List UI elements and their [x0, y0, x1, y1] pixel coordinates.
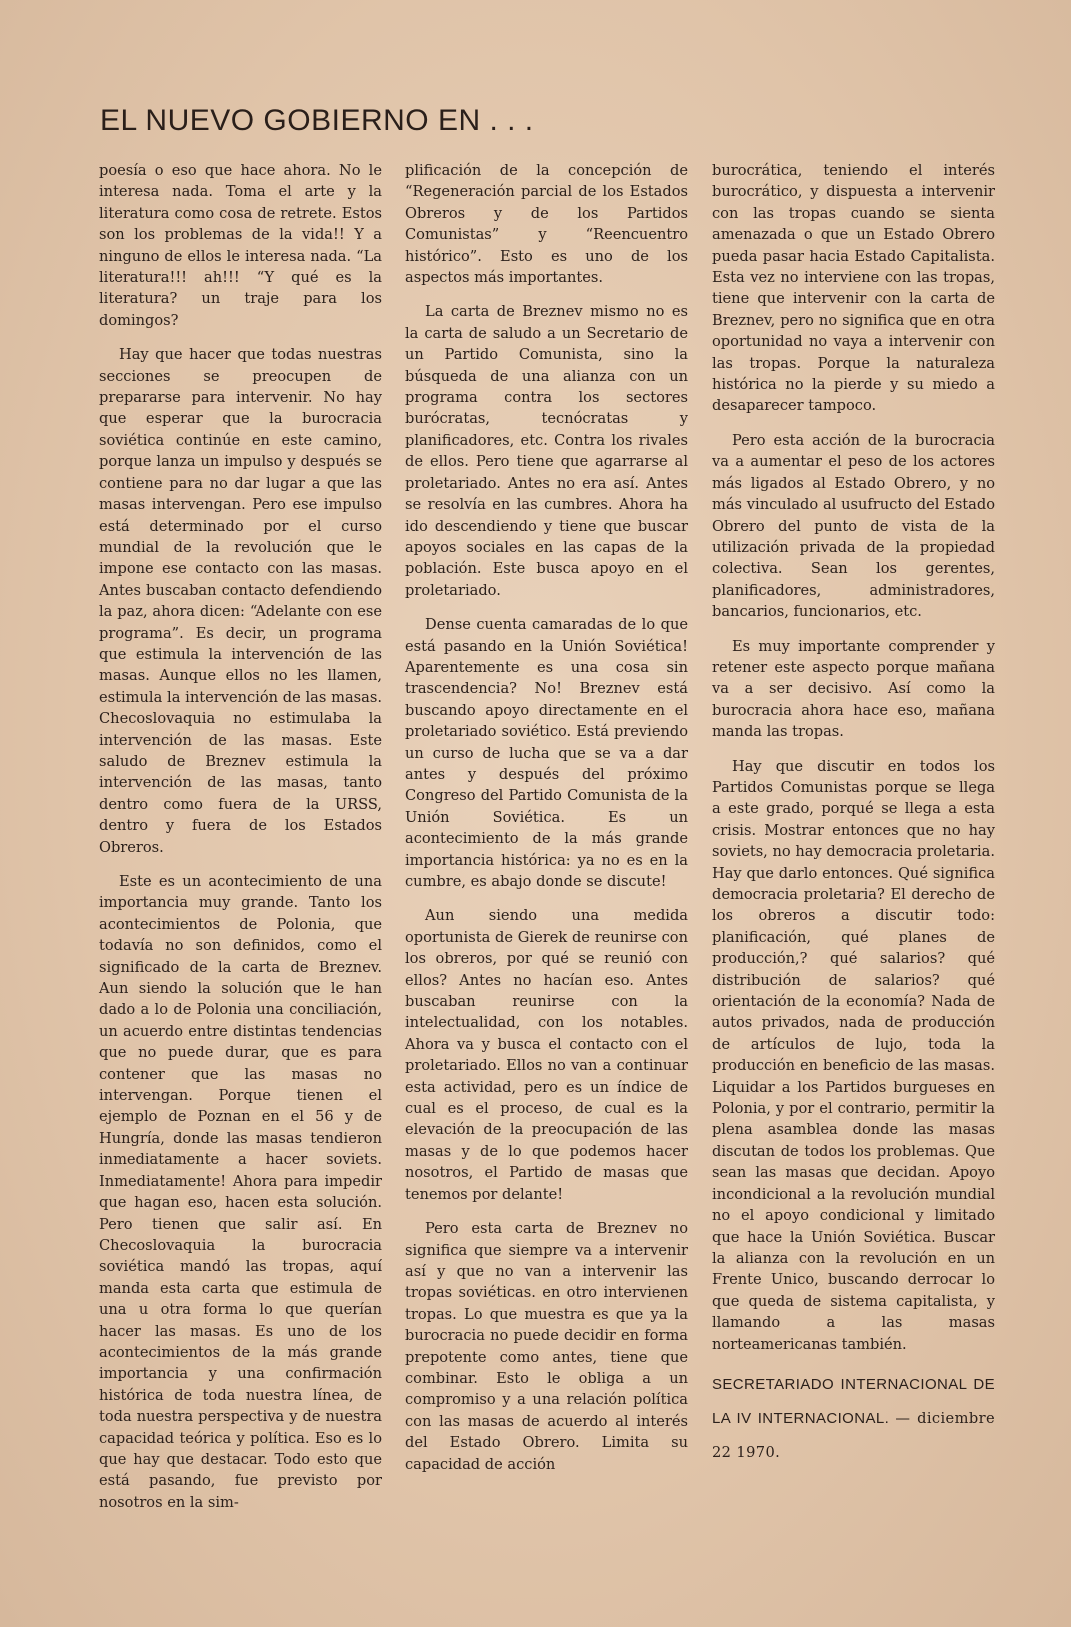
paragraph: Hay que hacer que todas nuestras secciones se preocupen de prepararse para intervenir. No hay que esperar que la burocracia soviética continúe en este camino, porque lanza un impulso y después se contiene para no dar lugar a que las masas intervengan. Pero ese impulso está determinado por el curso mundial de la revolución que le impone ese contacto con las masas. Antes buscaban contacto defendiendo la paz, ahora dicen: “Adelante con ese programa”. Es decir, un programa que estimula la intervención de las masas. Aunque ellos no les llamen, estimula la intervención de las masas. Checoslovaquia no estimulaba la intervención de las masas. Este saludo de Breznev estimula la intervención de las masas, tanto dentro como fuera de la URSS, dentro y fuera de los Estados Obreros.: [99, 346, 382, 856]
signature-block: [712, 1368, 995, 1470]
signature-date: — diciembre 22 1970.: [712, 1409, 995, 1461]
paragraph: Aun siendo una medida oportunista de Gierek de reunirse con los obreros, por qué se reunió con ellos? Antes no hacían eso. Antes buscaban reunirse con la intelectualidad, con los notables. Ahora va y busca el contacto con el proletariado. Ellos no van a continuar esta actividad, pero es un índice de cual es el proceso, de cual es la elevación de la preocupación de las masas y de lo que podemos hacer nosotros, el Partido de masas que tenemos por delante!: [405, 907, 688, 1203]
paragraph: Hay que discutir en todos los Partidos Comunistas porque se llega a este grado, porqué se llega a esta crisis. Mostrar entonces que no hay soviets, no hay democracia proletaria. Hay que darlo entonces. Qué significa democracia proletaria? El derecho de los obreros a discutir todo: planificación, qué planes de producción,? qué salarios? qué distribución de salarios? qué orientación de la economía? Nada de autos privados, nada de producción de artículos de lujo, toda la producción en beneficio de las masas. Liquidar a los Partidos burgueses en Polonia, y por el contrario, permitir la plena asamblea donde las masas discutan de todos los problemas. Que sean las masas que decidan. Apoyo incondicional a la revolución mundial no el apoyo condicional y limitado que hace la Unión Soviética. Buscar la alianza con la revolución en un Frente Unico, buscando derrocar lo que queda de sistema capitalista, y llamando a las masas norteamericanas también.: [712, 757, 995, 1353]
paragraph: Es muy importante comprender y retener este aspecto porque mañana va a ser decisivo. Así como la burocracia ahora hace eso, mañana manda las tropas.: [712, 637, 995, 741]
text-column-1: [99, 160, 382, 1526]
text-column-3: [712, 160, 995, 1470]
signature: SECRETARIADO INTERNACIONAL DE LA IV INTERNACIONAL.: [712, 1375, 995, 1427]
paragraph: burocrática, teniendo el interés burocrático, y dispuesta a intervenir con las tropas cuando se sienta amenazada o que un Estado Obrero pueda pasar hacia Estado Capitalista. Esta vez no interviene con las tropas, tiene que intervenir con la carta de Breznev, pero no significa que en otra oportunidad no vaya a intervenir con las tropas. Porque la naturaleza histórica no la pierde y su miedo a desaparecer tampoco.: [712, 162, 995, 415]
paragraph: Dense cuenta camaradas de lo que está pasando en la Unión Soviética! Aparentemente es una cosa sin trascendencia? No! Breznev está buscando apoyo directamente en el proletariado soviético. Está previendo un curso de lucha que se va a dar antes y después del próximo Congreso del Partido Comunista de la Unión Soviética. Es un acontecimiento de la más grande importancia histórica: ya no es en la cumbre, es abajo donde se discute!: [405, 616, 688, 890]
paragraph: La carta de Breznev mismo no es la carta de saludo a un Secretario de un Partido Comunista, sino la búsqueda de una alianza con un programa contra los sectores burócratas, tecnócratas y planificadores, etc. Contra los rivales de ellos. Pero tiene que agarrarse al proletariado. Antes no era así. Antes se resolvía en las cumbres. Ahora ha ido descendiendo y tiene que buscar apoyos sociales en las capas de la población. Este busca apoyo en el proletariado.: [405, 303, 688, 599]
paragraph: plificación de la concepción de “Regeneración parcial de los Estados Obreros y de los Partidos Comunistas” y “Reencuentro histórico”. Esto es uno de los aspectos más importantes.: [405, 162, 688, 287]
paragraph: Pero esta carta de Breznev no significa que siempre va a intervenir así y que no van a intervenir las tropas soviéticas. en otro intervienen tropas. Lo que muestra es que ya la burocracia no puede decidir en forma prepotente como antes, tiene que combinar. Esto le obliga a un compromiso y a una relación política con las masas de acuerdo al interés del Estado Obrero. Limita su capacidad de acción: [405, 1220, 688, 1473]
paragraph: Este es un acontecimiento de una importancia muy grande. Tanto los acontecimientos de Polonia, que todavía no son definidos, como el significado de la carta de Breznev. Aun siendo la solución que le han dado a lo de Polonia una conciliación, un acuerdo entre distintas tendencias que no puede durar, que es para contener que las masas no intervengan. Porque tienen el ejemplo de Poznan en el 56 y de Hungría, donde las masas tendieron inmediatamente a hacer soviets. Inmediatamente! Ahora para impedir que hagan eso, hacen esta solución. Pero tienen que salir así. En Checoslovaquia la burocracia soviética mandó las tropas, aquí manda esta carta que estimula de una u otra forma lo que querían hacer las masas. Es uno de los acontecimientos de la más grande importancia y una confirmación histórica de toda nuestra línea, de toda nuestra perspectiva y de nuestra capacidad teórica y política. Eso es lo que hay que destacar. Todo esto que está pasando, fue previsto por nosotros en la sim-: [99, 873, 382, 1511]
paragraph: poesía o eso que hace ahora. No le interesa nada. Toma el arte y la literatura como cosa de retrete. Estos son los problemas de la vida!! Y a ninguno de ellos le interesa nada. “La literatura!!! ah!!! “Y qué es la literatura? un traje para los domingos?: [99, 162, 382, 329]
paragraph: Pero esta acción de la burocracia va a aumentar el peso de los actores más ligados al Estado Obrero, y no más vinculado al usufructo del Estado Obrero del punto de vista de la utilización privada de la propiedad colectiva. Sean los gerentes, planificadores, administradores, bancarios, funcionarios, etc.: [712, 431, 995, 621]
text-column-2: [405, 160, 688, 1488]
page-title: EL NUEVO GOBIERNO EN . . .: [100, 104, 534, 137]
